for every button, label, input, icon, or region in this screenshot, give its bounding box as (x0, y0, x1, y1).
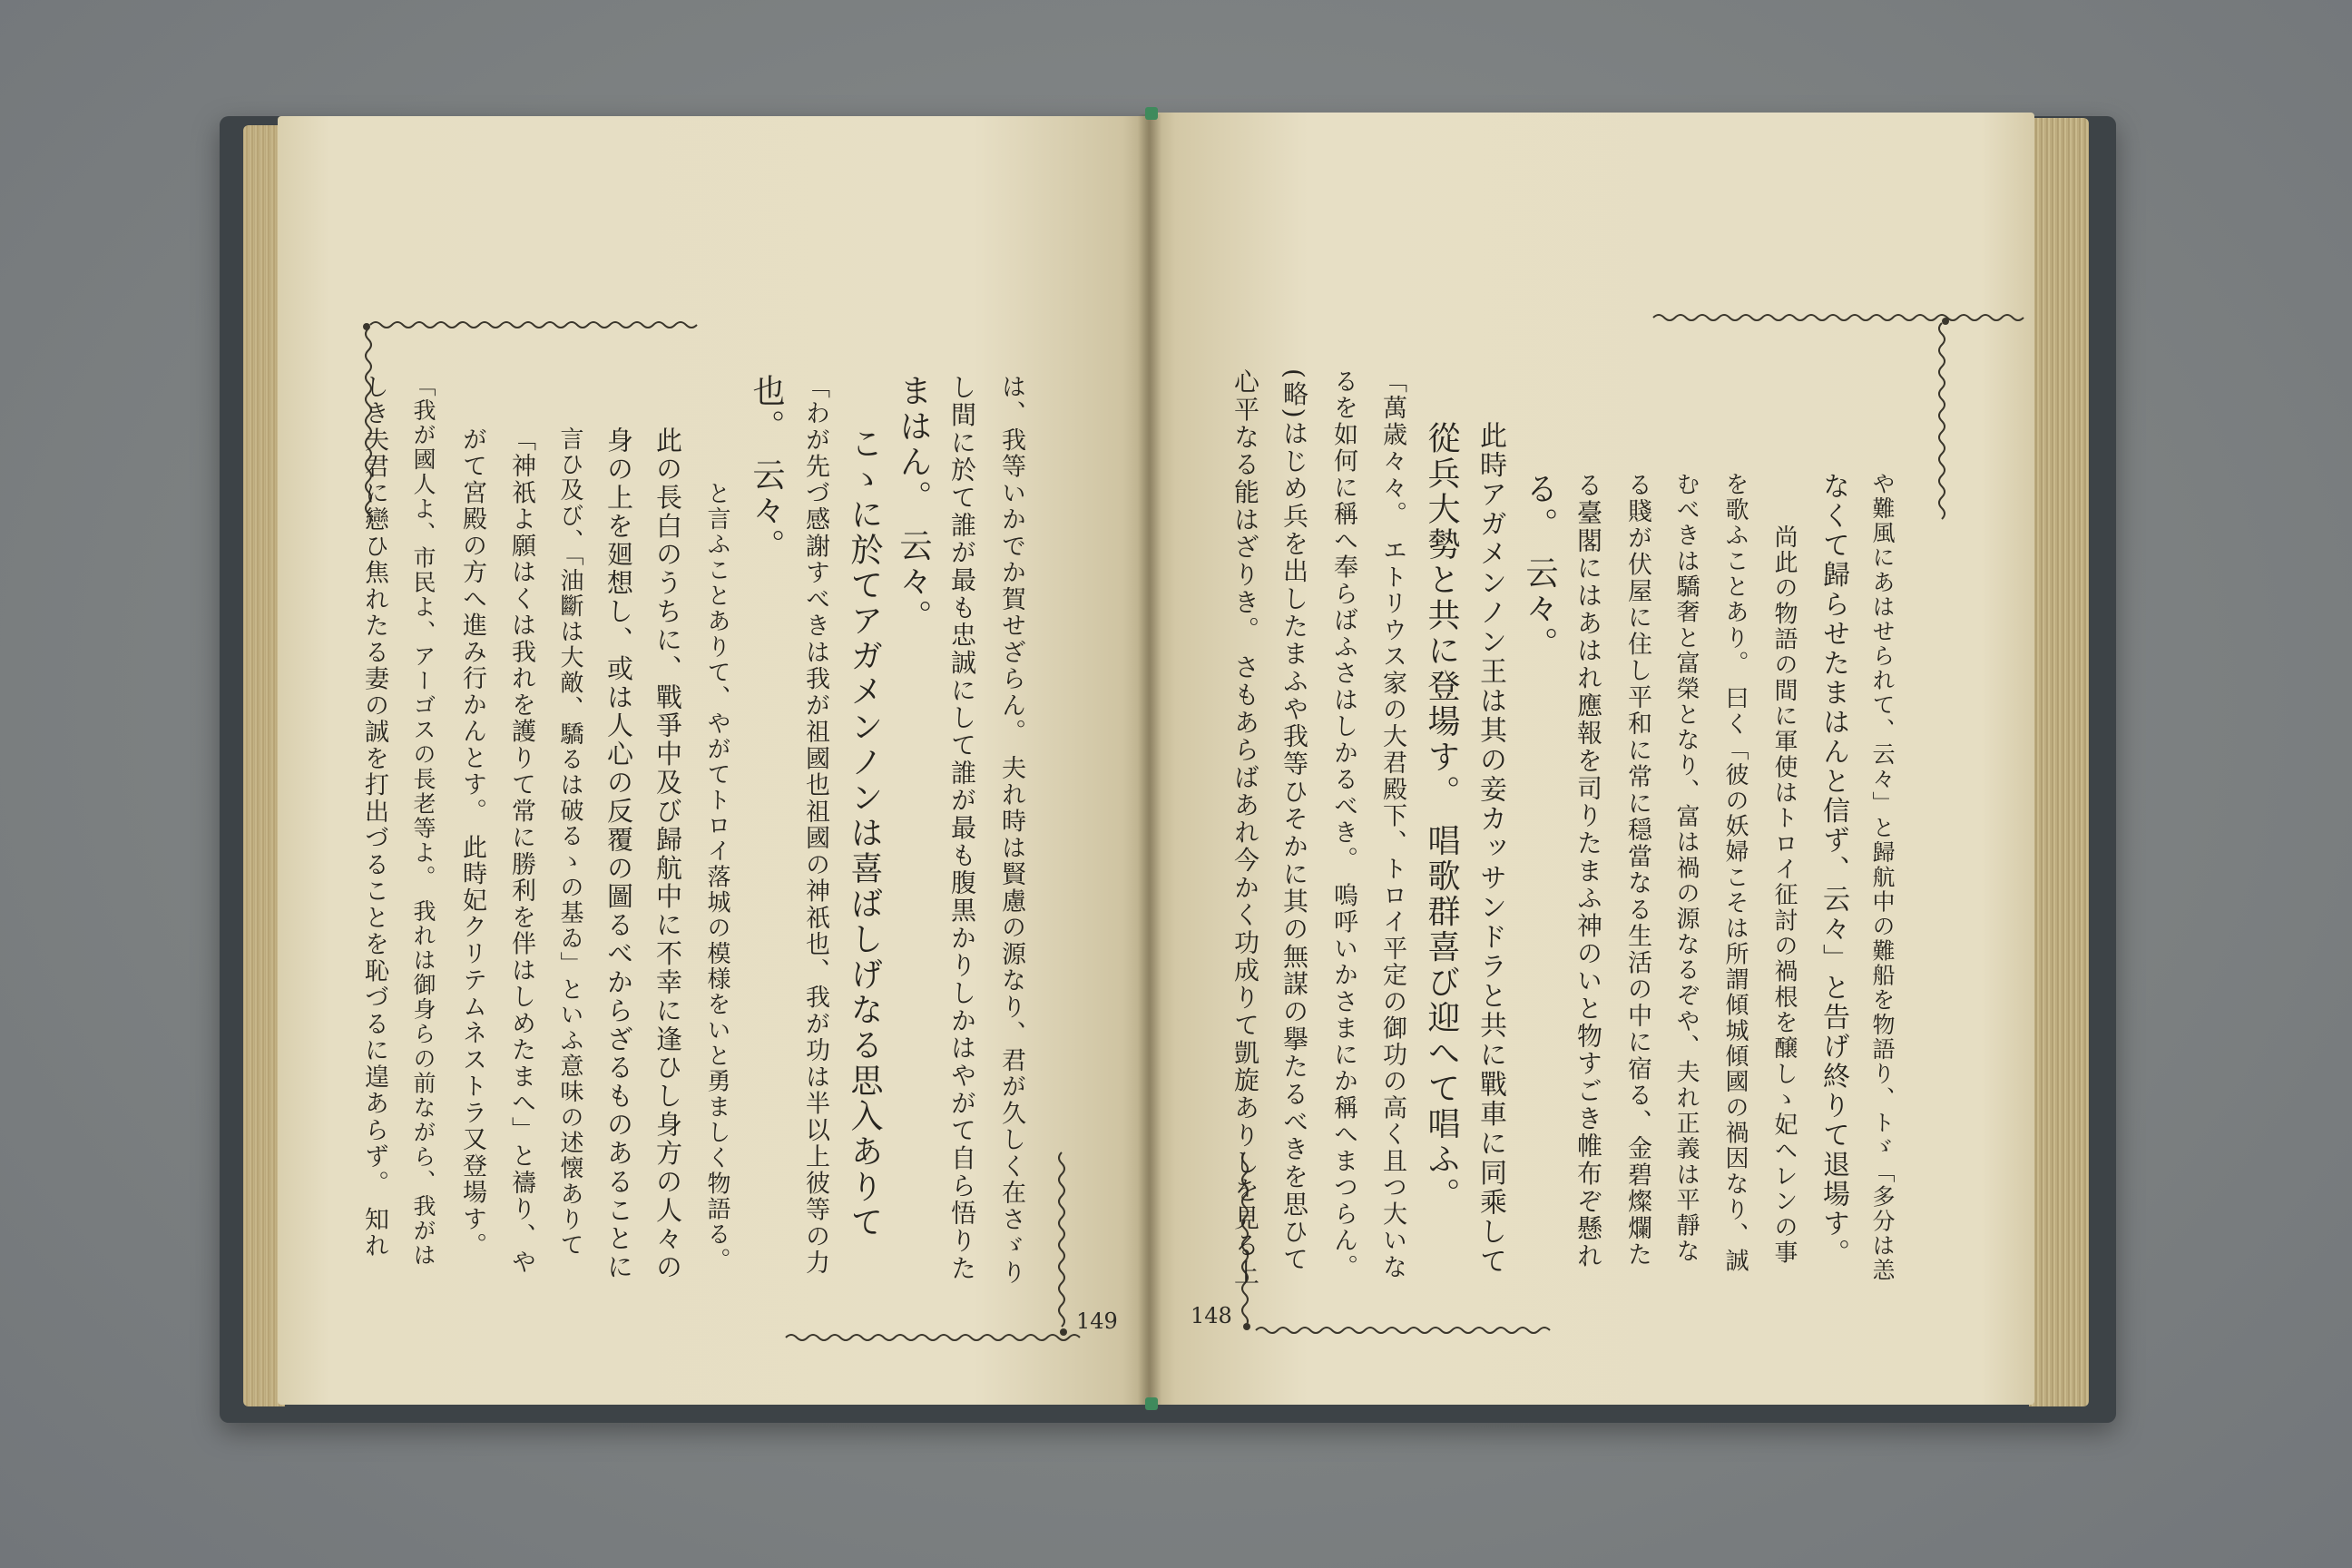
right-column-7: る臺閣にはあはれ應報を司りたまふ神のいと物すごき帷布ぞ懸れ (1573, 472, 1603, 1270)
left-column-4: こゝに於てアガメンノンは喜ばしげなる思入ありて (846, 426, 883, 1240)
left-column-5: 「わが先づ感謝すべきは我が祖國也祖國の神祇也、我が功は半以上彼等の力 (801, 374, 829, 1277)
left-column-9: 身の上を廻想し、或は人心の反覆の圖るべからざるものあることに (603, 426, 634, 1282)
right-column-10: 從兵大勢と共に登場す。 唱歌群喜び迎へて唱ふ。 (1423, 421, 1460, 1213)
left-frame-bottom (786, 1335, 1080, 1340)
left-column-8: 此の長白のうちに、戰爭中及び歸航中に不幸に逢ひし身方の人々の (652, 426, 683, 1282)
left-column-13: 「我が國人よ、市民よ、アーゴスの長老等よ。 我れは御身らの前ながら、我がは (410, 374, 436, 1269)
right-column-8: る。 云々。 (1521, 472, 1558, 662)
left-column-3: まはん。 云々。 (895, 374, 932, 635)
page-number-149: 149 (1076, 1308, 1118, 1334)
left-column-7: と言ふことありて、やがてトロイ落城の模様をいと勇ましく物語る。 (703, 481, 730, 1274)
left-column-10: 言ひ及び、「油斷は大敵、驕るは破るゝの基ゐ」といふ意味の述懐ありて (556, 426, 583, 1259)
right-column-12: るを如何に稱へ奉らばふさはしかるべき。 嗚呼いかさまにか稱へまつらん。 (1329, 368, 1357, 1281)
left-frame-top (370, 322, 697, 328)
right-column-13: (略)はじめ兵を出したまふや我等ひそかに其の無謀の擧たるべきを思ひて (1279, 368, 1309, 1274)
right-column-6: る賤が伏屋に住し平和に常に穏當なる生活の中に宿る、金碧燦爛た (1623, 472, 1651, 1269)
left-column-1: は、我等いかでか賀せざらん。 夫れ時は賢慮の源なり、君が久しく在さゞり (997, 374, 1025, 1287)
right-frame-bottom (1256, 1328, 1550, 1333)
right-column-11: 「萬歳々々。 エトリウス家の大君殿下、トロイ平定の御功の高く且つ大いな (1378, 368, 1406, 1281)
right-column-4: を歌ふことあり。 曰く「彼の妖婦こそは所謂傾城傾國の禍因なり、誠 (1721, 472, 1749, 1274)
right-column-5: むべきは驕奢と富榮となり、富は禍の源なるぞや、夫れ正義は平靜な (1672, 472, 1700, 1265)
left-frame-side-bottom (1059, 1152, 1064, 1327)
left-column-12: がて宮殿の方へ進み行かんとす。 此時妃クリテムネストラ又登場す。 (458, 426, 486, 1259)
left-column-2: し間に於て誰が最も忠誠にして誰が最も腹黒かりしかはやがて自ら悟りた (947, 374, 977, 1282)
page-number-148: 148 (1191, 1303, 1232, 1328)
right-frame-side (1939, 323, 1945, 519)
left-column-6: 也。 云々。 (748, 374, 785, 564)
right-frame-top (1653, 315, 2024, 320)
right-column-3: 尚此の物語の間に軍使はトロイ征討の禍根を醸しゝ妃ヘレンの事 (1770, 524, 1798, 1266)
right-column-14: 心平なる能はざりき。 さもあらばあれ今かく功成りて凱旋ありしを見る上 (1230, 368, 1260, 1288)
right-column-1: や難風にあはせられて、云々」と歸航中の難船を物語り、トゞ「多分は恙 (1869, 472, 1896, 1283)
left-column-14: しき夫君に戀ひ焦れたる妻の誠を打出づることを恥づるに遑あらず。 知れ (360, 374, 388, 1260)
right-column-2: なくて歸らせたまはんと信ず、云々」と告げ終りて退場す。 (1818, 472, 1849, 1269)
right-column-9: 此時アガメンノン王は其の妾カッサンドラと共に戰車に同乘して (1475, 421, 1506, 1277)
left-column-11: 「神祇よ願はくは我れを護りて常に勝利を伴はしめたまへ」と禱り、や (507, 426, 535, 1276)
